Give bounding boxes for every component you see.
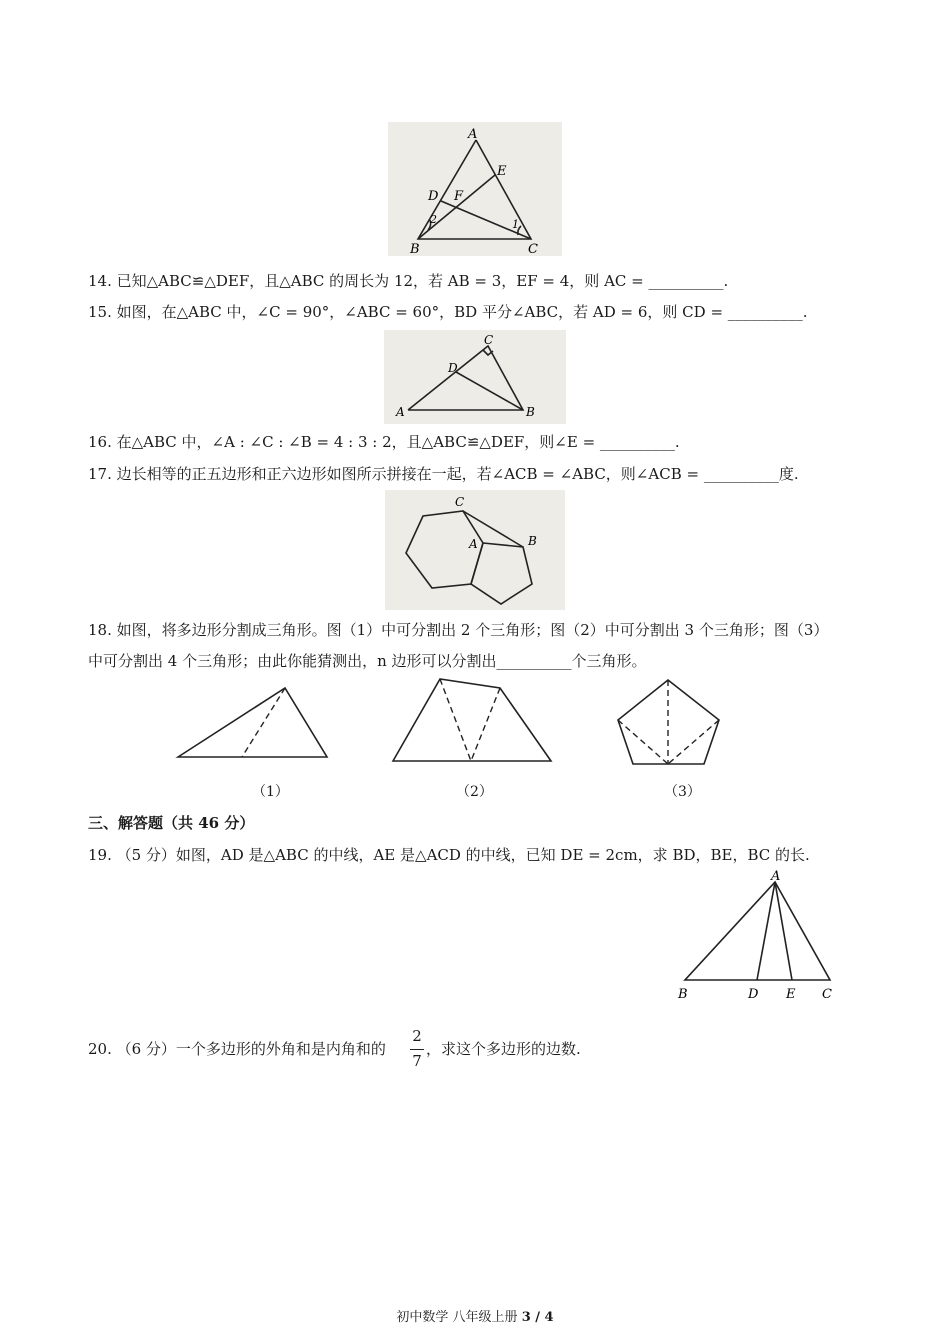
section-heading: 三、解答题（共 46 分） [88, 814, 255, 832]
fraction-numerator: 2 [412, 1027, 422, 1045]
label-e: E [497, 164, 507, 179]
label-c: C [484, 333, 494, 347]
footer-text: 初中数学 八年级上册 [396, 1310, 518, 1325]
label-a: A [396, 405, 405, 419]
label-d: D [448, 361, 458, 375]
question-20-prefix: 20. （6 分）一个多边形的外角和是内角和的 [88, 1040, 386, 1058]
question-16: 16. 在△ABC 中，∠A : ∠C : ∠B = 4 : 3 : 2，且△ABC≌△DEF，则∠E = __________. [88, 433, 680, 451]
label-e: E [786, 987, 796, 1002]
label-b: B [678, 987, 688, 1002]
figure-q17 [385, 490, 565, 610]
label-b: B [526, 405, 535, 419]
figure-q18-1 [175, 683, 335, 763]
page-footer [0, 1306, 950, 1325]
question-15: 15. 如图，在△ABC 中，∠C = 90°，∠ABC = 60°，BD 平分∠ABC，若 AD = 6，则 CD = __________. [88, 303, 808, 321]
label-1: 1 [512, 218, 519, 231]
figure-caption-1: （1） [252, 784, 289, 800]
label-a: A [771, 869, 781, 884]
label-b: B [528, 534, 537, 548]
figure-caption-3: （3） [664, 784, 701, 800]
label-a: A [468, 127, 478, 142]
fraction-bar [410, 1049, 424, 1050]
question-18-line-1: 18. 如图，将多边形分割成三角形。图（1）中可分割出 2 个三角形；图（2）中可分割出 3 个三角形；图（3） [88, 621, 829, 639]
figure-q18-3 [614, 676, 726, 768]
question-19: 19. （5 分）如图，AD 是△ABC 的中线，AE 是△ACD 的中线，已知 DE = 2cm，求 BD，BE，BC 的长. [88, 846, 810, 864]
page-number: 3 / 4 [521, 1310, 554, 1325]
label-c: C [455, 495, 465, 509]
question-20-suffix: ，求这个多边形的边数. [426, 1040, 581, 1058]
label-d: D [428, 189, 439, 204]
label-c: C [822, 987, 832, 1002]
figure-q18-2 [388, 676, 556, 766]
figure-triangle-def [388, 122, 562, 256]
label-d: D [748, 987, 759, 1002]
label-a: A [469, 537, 478, 551]
figure-q19 [674, 866, 842, 1002]
question-14: 14. 已知△ABC≌△DEF，且△ABC 的周长为 12，若 AB = 3，EF = 4，则 AC = __________. [88, 272, 729, 290]
label-b: B [410, 242, 420, 256]
fraction-denominator: 7 [412, 1052, 422, 1070]
label-2: 2 [430, 213, 437, 226]
label-f: F [454, 189, 464, 204]
figure-q15 [384, 330, 566, 424]
label-c: C [528, 242, 538, 256]
figure-caption-2: （2） [456, 784, 493, 800]
question-17: 17. 边长相等的正五边形和正六边形如图所示拼接在一起，若∠ACB = ∠ABC，则∠ACB = __________度. [88, 465, 799, 483]
question-18-line-2: 中可分割出 4 个三角形；由此你能猜测出，n 边形可以分割出__________个三角形。 [88, 652, 647, 670]
